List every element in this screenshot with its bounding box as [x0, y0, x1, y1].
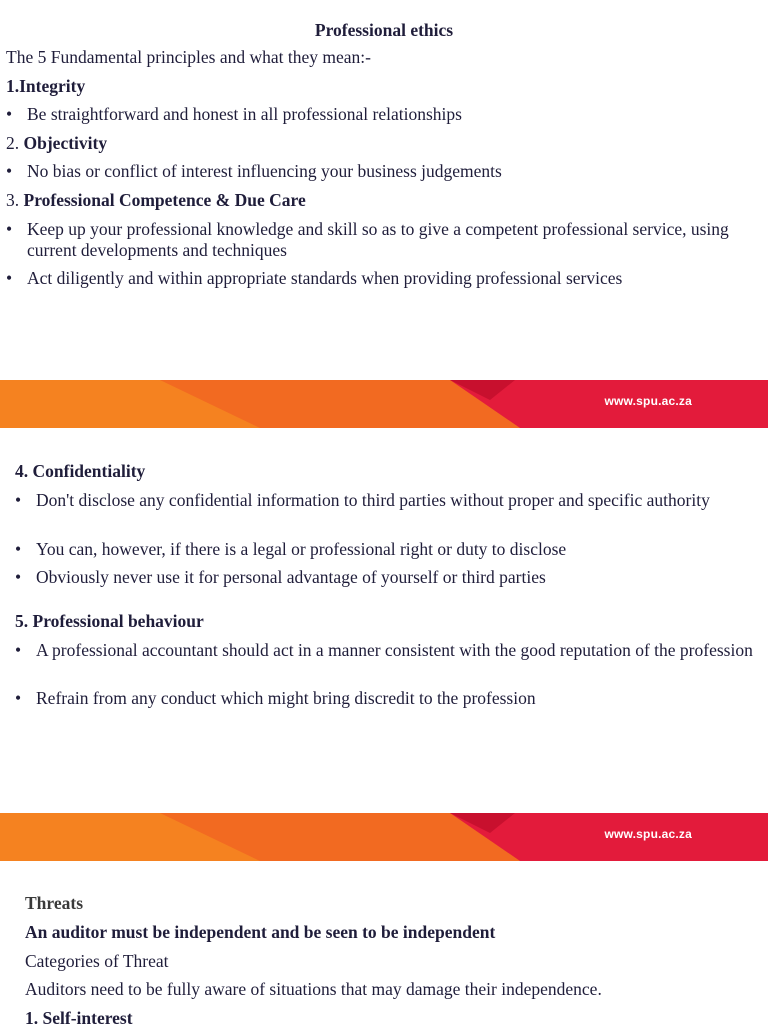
bullet-icon: •: [6, 161, 13, 181]
bullet-icon: •: [15, 567, 22, 587]
independence-statement: An auditor must be independent and be seen to be independent: [25, 922, 496, 942]
intro-text: The 5 Fundamental principles and what they mean:-: [6, 47, 371, 67]
principle-behaviour-heading: 5. Professional behaviour: [15, 611, 204, 631]
slide-professional-ethics: Professional ethics The 5 Fundamental principles and what they mean:- 1.Integrity • Be straightforward and honest in all professional relationships 2. Objectivity • No bias or conflict of interest influencing your business judgements 3. Professional Competence & Due Care • Keep up your professional knowledge and skill so as to give a competent professional service, using current developments and techniques • Act diligently and within appropriate standards when providing professional services: [0, 0, 768, 380]
principle-competence-heading: 3. Professional Competence & Due Care: [6, 190, 306, 210]
footer-banner: [0, 380, 768, 428]
website-url: www.spu.ac.za: [604, 394, 692, 408]
bullet-icon: •: [6, 268, 13, 288]
bullet-icon: •: [6, 219, 13, 239]
category-self-interest: 1. Self-interest: [25, 1008, 133, 1028]
threats-heading: Threats: [25, 893, 84, 913]
website-url: www.spu.ac.za: [604, 827, 692, 841]
list-item: • Keep up your professional knowledge and skill so as to give a competent professional service, using current developments and techniques: [6, 219, 729, 260]
principle-integrity-heading: 1.Integrity: [6, 76, 86, 96]
list-item: • A professional accountant should act in a manner consistent with the good reputation of the profession: [15, 640, 753, 660]
slide-threats: [0, 861, 768, 1028]
bullet-icon: •: [15, 490, 22, 510]
bullet-icon: •: [15, 640, 22, 660]
categories-label: Categories of Threat: [25, 951, 169, 971]
list-item: • Don't disclose any confidential information to third parties without proper and specific authority: [15, 490, 710, 510]
footer-banner: [0, 813, 768, 861]
awareness-text: Auditors need to be fully aware of situations that may damage their independence.: [25, 979, 602, 999]
bullet-icon: •: [6, 104, 13, 124]
slide-principles-continued: 4. Confidentiality • Don't disclose any confidential information to third parties without proper and specific authority • You can, however, if there is a legal or professional right or duty to disclose • Obviously never use it for personal advantage of yourself or third parties 5. Professional behaviour • A professional accountant should act in a manner consistent with the good reputation of the profession • Refrain from any conduct which might bring discredit to the profession: [0, 428, 768, 813]
bullet-icon: •: [15, 539, 22, 559]
page-title: Professional ethics: [314, 20, 454, 40]
principle-objectivity-heading: 2. Objectivity: [6, 133, 108, 153]
bullet-icon: •: [15, 688, 22, 708]
principle-confidentiality-heading: 4. Confidentiality: [15, 461, 146, 481]
